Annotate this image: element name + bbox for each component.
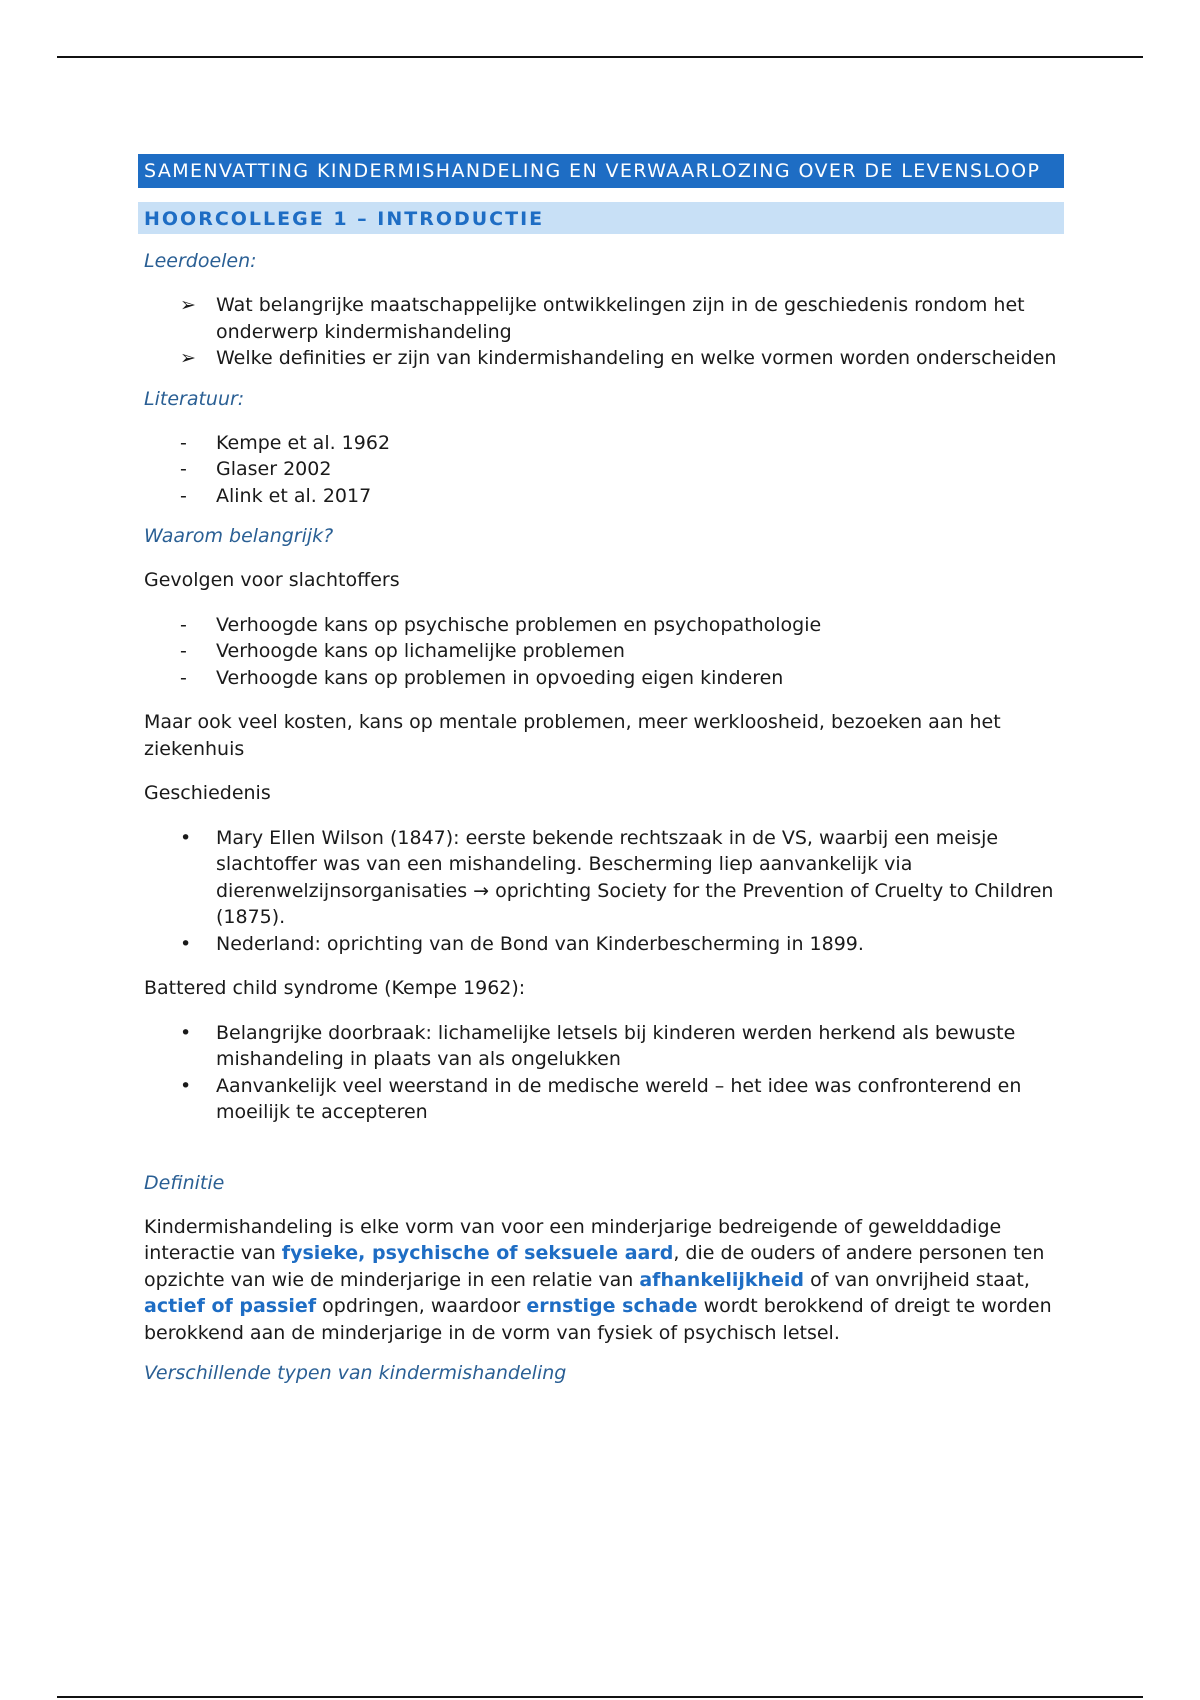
- battered-list: [138, 1020, 1064, 1126]
- list-item: • Mary Ellen Wilson (1847): eerste bekende rechtszaak in de VS, waarbij een meisje slachtoffer was van een mishandeling. Bescherming liep aanvankelijk via dierenwelzijnsorganisaties → oprichting Society for the Prevention of Cruelty to Children (1875).: [180, 826, 1054, 928]
- definitie-heading: Definitie: [144, 1171, 225, 1194]
- dash-bullet-icon: -: [180, 484, 187, 507]
- list-item: - Verhoogde kans op lichamelijke problemen: [138, 638, 1064, 665]
- arrow-bullet-icon: ➢: [180, 347, 196, 369]
- literatuur-list: [138, 430, 1064, 510]
- document-body: [138, 154, 1064, 1386]
- dot-bullet-icon: •: [180, 826, 192, 849]
- highlight-afhankelijkheid: afhankelijkheid: [639, 1268, 805, 1291]
- list-item: ➢ Welke definities er zijn van kindermishandeling en welke vormen worden onderscheiden: [138, 345, 1064, 372]
- geschiedenis-label: Geschiedenis: [144, 782, 271, 804]
- list-item: - Kempe et al. 1962: [138, 430, 1064, 457]
- waarom-heading: Waarom belangrijk?: [144, 525, 334, 547]
- literatuur-heading: Literatuur:: [144, 387, 245, 410]
- dot-bullet-icon: •: [180, 1074, 192, 1097]
- section-heading: HOORCOLLEGE 1 – INTRODUCTIE: [138, 202, 1064, 234]
- dash-bullet-icon: -: [180, 666, 187, 689]
- list-item: - Glaser 2002: [138, 456, 1064, 483]
- waarom-intro: Gevolgen voor slachtoffers: [144, 569, 400, 591]
- list-item: • Nederland: oprichting van de Bond van Kinderbescherming in 1899.: [138, 931, 1064, 958]
- list-item: - Verhoogde kans op psychische problemen en psychopathologie: [138, 612, 1064, 639]
- page-bottom-rule: [57, 1696, 1143, 1698]
- dot-bullet-icon: •: [180, 932, 192, 955]
- arrow-bullet-icon: ➢: [180, 294, 196, 316]
- highlight-ernstige-schade: ernstige schade: [526, 1295, 698, 1317]
- dot-bullet-icon: •: [180, 1021, 192, 1044]
- leerdoelen-heading: Leerdoelen:: [144, 250, 257, 272]
- gevolgen-list: [138, 612, 1064, 692]
- dash-bullet-icon: -: [180, 458, 187, 480]
- dash-bullet-icon: -: [180, 431, 187, 454]
- list-item: - Verhoogde kans op problemen in opvoeding eigen kinderen: [138, 665, 1064, 692]
- document-title: SAMENVATTING KINDERMISHANDELING EN VERWAARLOZING OVER DE LEVENSLOOP: [138, 154, 1064, 188]
- definitie-paragraph: Kindermishandeling is elke vorm van voor een minderjarige bedreigende of gewelddadige interactie van fysieke, psychische of seksuele aard, die de ouders of andere personen ten opzichte van wie de minderjarige in een relatie van afhankelijkheid of van onvrijheid staat, actief of passief opdringen, waardoor ernstige schade wordt berokkend of dreigt te worden berokkend aan de minderjarige in de vorm van fysiek of psychisch letsel.: [144, 1215, 1052, 1344]
- list-item: • Aanvankelijk veel weerstand in de medische wereld – het idee was confronterend en moeilijk te accepteren: [180, 1074, 1022, 1123]
- dash-bullet-icon: -: [180, 640, 187, 662]
- page-top-rule: [57, 56, 1143, 58]
- leerdoelen-list: [138, 292, 1064, 372]
- battered-label: Battered child syndrome (Kempe 1962):: [144, 977, 526, 999]
- waarom-extra: Maar ook veel kosten, kans op mentale problemen, meer werkloosheid, bezoeken aan het ziekenhuis: [144, 711, 1001, 760]
- geschiedenis-list: [138, 825, 1064, 958]
- list-item: ➢ Wat belangrijke maatschappelijke ontwikkelingen zijn in de geschiedenis rondom het onderwerp kindermishandeling: [180, 294, 1025, 343]
- list-item: • Belangrijke doorbraak: lichamelijke letsels bij kinderen werden herkend als bewuste mishandeling in plaats van als ongelukken: [180, 1021, 1016, 1070]
- typen-heading: Verschillende typen van kindermishandeling: [144, 1362, 567, 1384]
- highlight-actief-passief: actief of passief: [144, 1295, 317, 1317]
- list-item: - Alink et al. 2017: [138, 483, 1064, 510]
- dash-bullet-icon: -: [180, 613, 187, 636]
- highlight-aard: fysieke, psychische of seksuele aard: [281, 1242, 674, 1264]
